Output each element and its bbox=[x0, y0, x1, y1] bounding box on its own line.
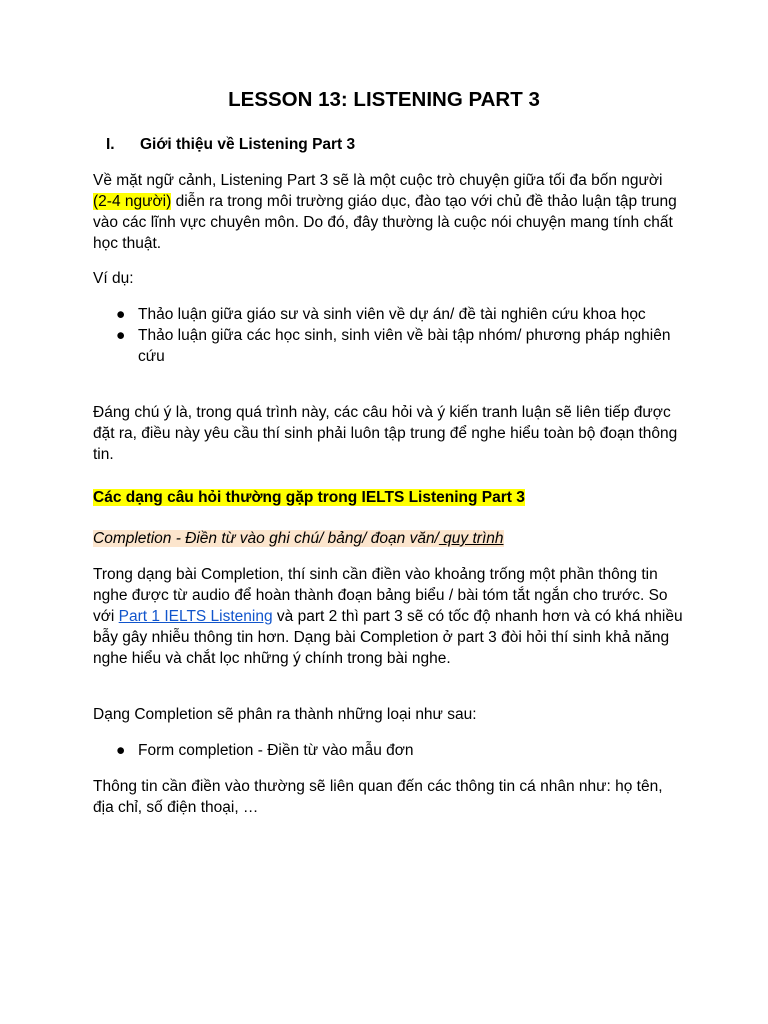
highlighted-text: (2-4 người) bbox=[93, 193, 172, 210]
section-heading bbox=[106, 134, 355, 155]
list-item: ● Thảo luận giữa giáo sư và sinh viên về dự án/ đề tài nghiên cứu khoa học bbox=[116, 306, 646, 323]
bullet-icon: ● bbox=[116, 327, 126, 344]
completion-heading: Completion - Điền từ vào ghi chú/ bảng/ đoạn văn/ quy trình bbox=[93, 530, 504, 547]
completion-paragraph: Trong dạng bài Completion, thí sinh cần điền vào khoảng trống một phần thông tin nghe được từ audio để hoàn thành đoạn bảng biểu / bài tóm tắt ngắn cho trước. So với Part 1 IELTS Listening và part 2 thì part 3 sẽ có tốc độ nhanh hơn và có khá nhiều bẫy gây nhiễu thông tin hơn. Dạng bài Completion ở part 3 đòi hỏi thí sinh khả năng nghe hiểu và chắt lọc những ý chính trong bài nghe. bbox=[93, 566, 683, 667]
completion-types-intro: Dạng Completion sẽ phân ra thành những loại như sau: bbox=[93, 706, 477, 723]
completion-types-list bbox=[93, 740, 683, 761]
list-item: ● Thảo luận giữa các học sinh, sinh viên về bài tập nhóm/ phương pháp nghiên cứu bbox=[116, 327, 671, 365]
part1-listening-link[interactable]: Part 1 IELTS Listening bbox=[118, 608, 273, 625]
bullet-icon: ● bbox=[116, 306, 126, 323]
intro-paragraph: Về mặt ngữ cảnh, Listening Part 3 sẽ là một cuộc trò chuyện giữa tối đa bốn người (2-4 người) diễn ra trong môi trường giáo dục, đào tạo với chủ đề thảo luận tập trung vào các lĩnh vực chuyên môn. Do đó, đây thường là cuộc nói chuyện mang tính chất học thuật. bbox=[93, 172, 677, 252]
example-label: Ví dụ: bbox=[93, 270, 134, 287]
note-paragraph: Đáng chú ý là, trong quá trình này, các câu hỏi và ý kiến tranh luận sẽ liên tiếp được đặt ra, điều này yêu cầu thí sinh phải luôn tập trung để nghe hiểu toàn bộ đoạn thông tin. bbox=[93, 404, 678, 463]
page-title: LESSON 13: LISTENING PART 3 bbox=[228, 88, 540, 111]
section-heading-text: Giới thiệu về Listening Part 3 bbox=[140, 136, 356, 153]
list-item: ● Form completion - Điền từ vào mẫu đơn bbox=[116, 742, 414, 759]
example-list bbox=[93, 304, 683, 367]
bullet-icon: ● bbox=[116, 742, 126, 759]
question-types-heading: Các dạng câu hỏi thường gặp trong IELTS Listening Part 3 bbox=[93, 489, 525, 506]
section-number: I. bbox=[106, 136, 115, 153]
form-paragraph: Thông tin cần điền vào thường sẽ liên quan đến các thông tin cá nhân như: họ tên, địa chỉ, số điện thoại, … bbox=[93, 778, 663, 816]
